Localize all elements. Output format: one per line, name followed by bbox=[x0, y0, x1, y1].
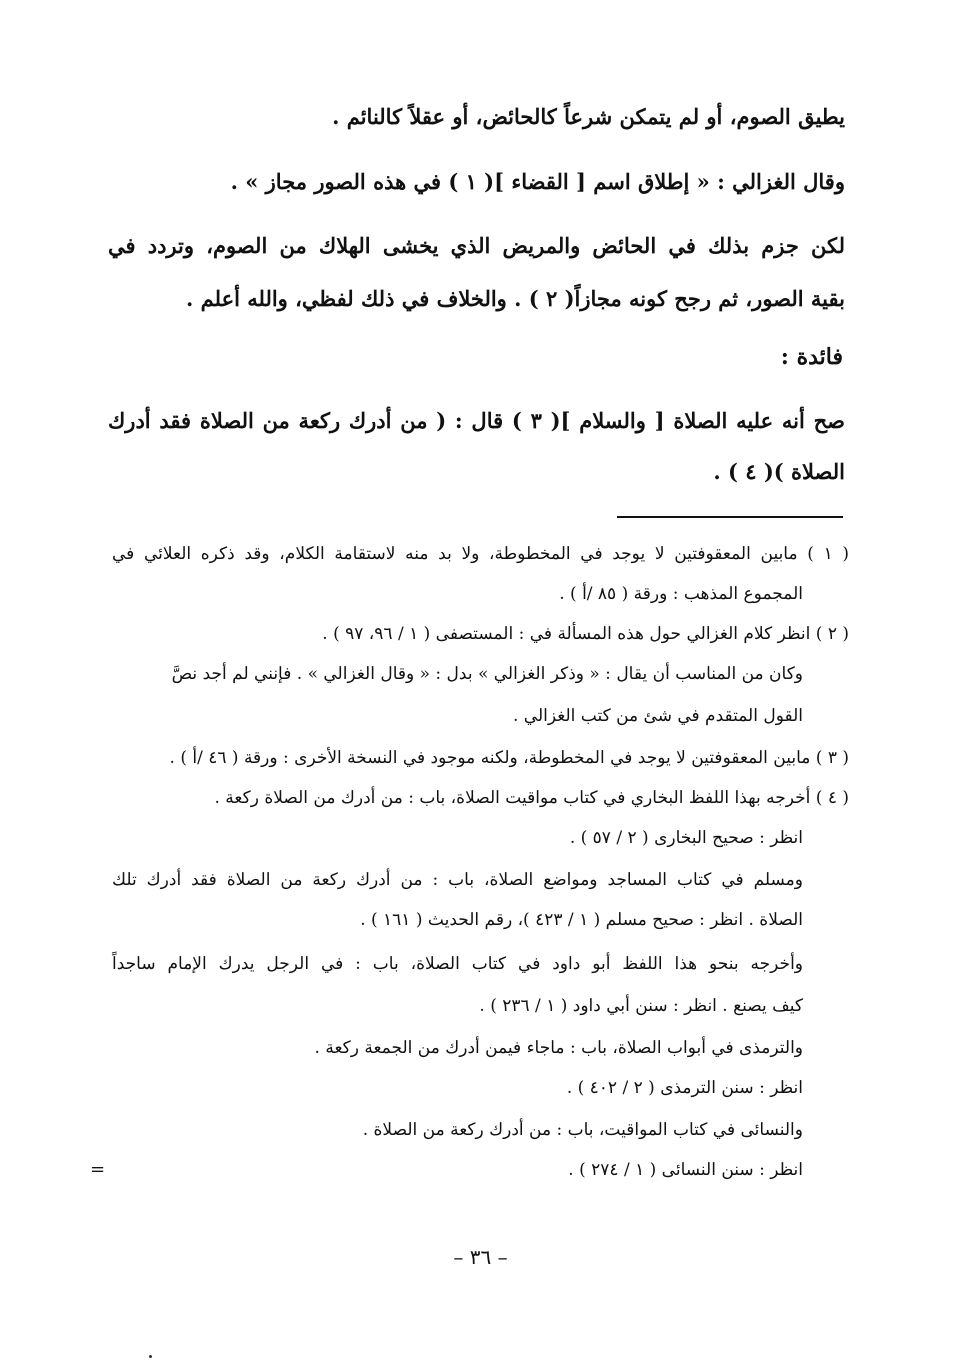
footnote-separator bbox=[617, 516, 843, 518]
main-text-line-1: يطيق الصوم، أو لم يتمكن شرعاً كالحائض، أو عقلاً كالنائم . bbox=[332, 104, 845, 129]
footnote-line: ( ١ ) مابين المعقوفتين لا يوجد في المخطوطة، ولا بد منه لاستقامة الكلام، وقد ذكره العلائي في bbox=[112, 544, 849, 564]
footnote-line: ( ٤ ) أخرجه بهذا اللفظ البخاري في كتاب مواقيت الصلاة، باب : من أدرك من الصلاة ركعة . bbox=[214, 788, 849, 808]
footnote-line: والنسائى في كتاب المواقيت، باب : من أدرك ركعة من الصلاة . bbox=[362, 1120, 803, 1140]
footnote-line: كيف يصنع . انظر : سنن أبي داود ( ١ / ٢٣٦ ) . bbox=[479, 996, 803, 1016]
main-text-line-5: صح أنه عليه الصلاة [ والسلام ]( ٣ ) قال : ( من أدرك ركعة من الصلاة فقد أدرك bbox=[108, 408, 845, 433]
footnote-line: الصلاة . انظر : صحيح مسلم ( ١ / ٤٢٣ )، رقم الحديث ( ١٦١ ) . bbox=[360, 910, 803, 930]
footnote-line: انظر : صحيح البخارى ( ٢ / ٥٧ ) . bbox=[569, 828, 803, 848]
footnote-line: وأخرجه بنحو هذا اللفظ أبو داود في كتاب الصلاة، باب : في الرجل يدرك الإمام ساجداً bbox=[112, 954, 803, 974]
footnote-line: ومسلم في كتاب المساجد ومواضع الصلاة، باب : من أدرك ركعة من الصلاة فقد أدرك تلك bbox=[112, 870, 803, 890]
footnote-line: ( ٢ ) انظر كلام الغزالي حول هذه المسألة في : المستصفى ( ١ / ٩٦، ٩٧ ) . bbox=[322, 624, 849, 644]
footnote-line: المجموع المذهب : ورقة ( ٨٥ /أ ) . bbox=[559, 584, 803, 604]
footnote-line: انظر : سنن النسائى ( ١ / ٢٧٤ ) . bbox=[568, 1160, 803, 1180]
continuation-mark: = bbox=[90, 1159, 106, 1180]
footnote-line: وكان من المناسب أن يقال : « وذكر الغزالي » بدل : « وقال الغزالي » . فإنني لم أجد نصَّ bbox=[171, 664, 803, 684]
main-text-line-3: لكن جزم بذلك في الحائض والمريض الذي يخشى الهلاك من الصوم، وتردد في bbox=[108, 233, 845, 258]
main-text-line-4: بقية الصور، ثم رجح كونه مجازاً( ٢ ) . والخلاف في ذلك لفظي، والله أعلم . bbox=[186, 286, 845, 311]
footnote-line: انظر : سنن الترمذى ( ٢ / ٤٠٢ ) . bbox=[566, 1078, 803, 1098]
main-text-line-2: وقال الغزالي : « إطلاق اسم [ القضاء ]( ١ ) في هذه الصور مجاز » . bbox=[230, 169, 845, 194]
footnote-line: والترمذى في أبواب الصلاة، باب : ماجاء فيمن أدرك من الجمعة ركعة . bbox=[314, 1038, 803, 1058]
page-number: – ٣٦ – bbox=[453, 1245, 508, 1269]
footnote-line: ( ٣ ) مابين المعقوفتين لا يوجد في المخطوطة، ولكنه موجود في النسخة الأخرى : ورقة ( ٤٦ /أ ) . bbox=[169, 748, 849, 768]
main-text-line-6: الصلاة )( ٤ ) . bbox=[713, 459, 845, 484]
scan-speck bbox=[149, 1355, 152, 1358]
footnote-line: القول المتقدم في شئ من كتب الغزالي . bbox=[512, 706, 803, 726]
section-heading: فائدة : bbox=[780, 344, 843, 370]
